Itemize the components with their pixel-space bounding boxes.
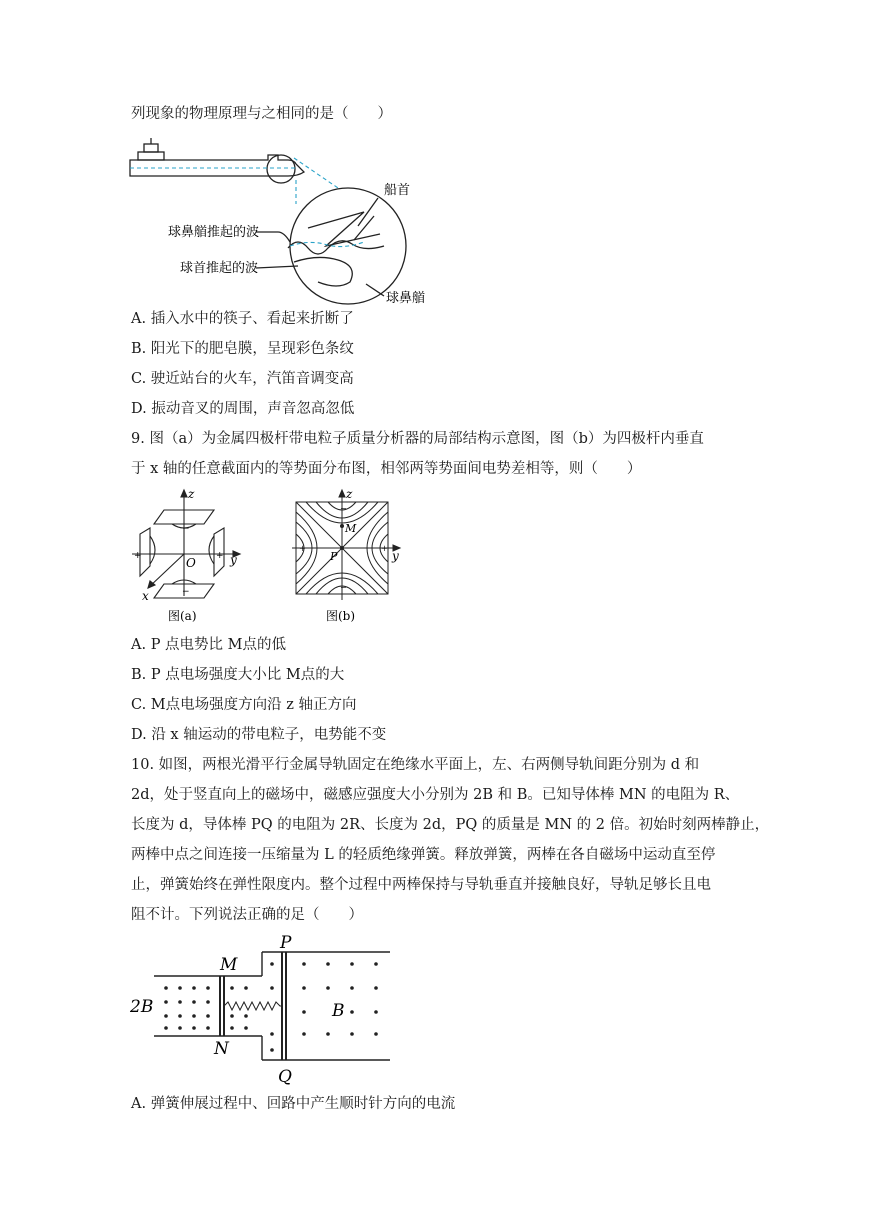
axis-z-b: z bbox=[346, 488, 353, 501]
q9-option-a: A. P 点电势比 M点的低 bbox=[131, 637, 287, 653]
field-dot-left bbox=[164, 986, 168, 990]
q9-figure-b bbox=[288, 488, 406, 628]
q10-rail-figure bbox=[128, 930, 398, 1090]
caption-a: 图(a) bbox=[168, 609, 197, 623]
label-bulb-wave: 球鼻艏推起的波 bbox=[168, 225, 260, 240]
svg-text:−: − bbox=[340, 583, 347, 592]
q9-stem-line2: 于 x 轴的任意截面内的等势面分布图，相邻两等势面间电势差相等，则（ ） bbox=[131, 461, 642, 477]
field-dot-left bbox=[192, 1026, 196, 1030]
field-dot-right bbox=[302, 1010, 306, 1014]
field-dot-right bbox=[374, 962, 378, 966]
field-dot-right bbox=[374, 1032, 378, 1036]
q10-stem-line4: 两棒中点之间连接一压缩量为 L 的轻质绝缘弹簧。释放弹簧，两棒在各自磁场中运动直至停 bbox=[131, 847, 716, 863]
field-dot-left bbox=[244, 1014, 248, 1018]
q9-stem-line1: 9. 图（a）为金属四极杆带电粒子质量分析器的局部结构示意图，图（b）为四极杆内垂直 bbox=[131, 431, 704, 447]
field-dot-left bbox=[178, 986, 182, 990]
q8-option-b: B. 阳光下的肥皂膜，呈现彩色条纹 bbox=[131, 341, 354, 357]
svg-text:−: − bbox=[340, 504, 347, 513]
caption-b: 图(b) bbox=[326, 609, 356, 623]
field-dot-right bbox=[350, 1032, 354, 1036]
svg-text:−: − bbox=[182, 524, 190, 534]
field-dot-left bbox=[244, 1026, 248, 1030]
axis-z-a: z bbox=[188, 488, 195, 501]
field-dot-right bbox=[374, 986, 378, 990]
field-dot-left bbox=[164, 1026, 168, 1030]
field-dot-right bbox=[270, 1048, 274, 1052]
field-dot-left bbox=[164, 1014, 168, 1018]
field-dot-left bbox=[244, 986, 248, 990]
field-dot-left bbox=[192, 986, 196, 990]
label-p: P bbox=[280, 933, 292, 953]
svg-text:+: + bbox=[299, 544, 306, 553]
svg-text:+: + bbox=[381, 544, 388, 553]
q8-stem-tail: 列现象的物理原理与之相同的是（ ） bbox=[131, 106, 392, 122]
svg-text:+: + bbox=[134, 551, 142, 561]
field-dot-right bbox=[350, 986, 354, 990]
svg-text:+: + bbox=[216, 551, 224, 561]
field-dot-left bbox=[206, 1000, 210, 1004]
q10-stem-line6: 阻不计。下列说法正确的足（ ） bbox=[131, 907, 363, 923]
field-dot-left bbox=[178, 1000, 182, 1004]
q8-option-d: D. 振动音叉的周围，声音忽高忽低 bbox=[131, 401, 355, 417]
axis-x-a: x bbox=[142, 589, 149, 603]
field-dot-right bbox=[374, 1010, 378, 1014]
axis-y-a: y bbox=[230, 553, 237, 567]
q9-option-b: B. P 点电场强度大小比 M点的大 bbox=[131, 667, 345, 683]
svg-text:−: − bbox=[182, 587, 190, 597]
field-dot-right bbox=[270, 1032, 274, 1036]
field-dot-left bbox=[230, 1014, 234, 1018]
field-dot-left bbox=[206, 1026, 210, 1030]
field-dot-left bbox=[178, 1014, 182, 1018]
label-b: B bbox=[332, 1001, 345, 1021]
q8-option-a: A. 插入水中的筷子、看起来折断了 bbox=[131, 311, 354, 327]
label-n: N bbox=[214, 1039, 229, 1059]
field-dot-right bbox=[270, 962, 274, 966]
field-dot-right bbox=[270, 986, 274, 990]
label-q: Q bbox=[278, 1067, 292, 1087]
q9-option-d: D. 沿 x 轴运动的带电粒子，电势能不变 bbox=[131, 727, 387, 743]
q10-stem-line5: 止，弹簧始终在弹性限度内。整个过程中两棒保持与导轨垂直并接触良好，导轨足够长且电 bbox=[131, 877, 711, 893]
point-m: M bbox=[345, 522, 357, 535]
point-p: P bbox=[330, 550, 338, 563]
field-dot-right bbox=[350, 962, 354, 966]
q9-option-c: C. M点电场强度方向沿 z 轴正方向 bbox=[131, 697, 357, 713]
axis-y-b: y bbox=[392, 549, 399, 563]
q10-stem-line3: 长度为 d，导体棒 PQ 的电阻为 2R、长度为 2d，PQ 的质量是 MN 的 2 倍。初始时刻两棒静止， bbox=[131, 817, 770, 833]
field-dot-right bbox=[350, 1010, 354, 1014]
field-dot-left bbox=[164, 1000, 168, 1004]
label-bow-wave: 球首推起的波 bbox=[180, 261, 259, 276]
field-dot-left bbox=[192, 1014, 196, 1018]
label-bow: 船首 bbox=[384, 183, 411, 198]
q10-stem-line1: 10. 如图，两根光滑平行金属导轨固定在绝缘水平面上，左、右两侧导轨间距分别为 d 和 bbox=[131, 757, 700, 773]
q10-option-a: A. 弹簧伸展过程中、回路中产生顺时针方向的电流 bbox=[131, 1096, 456, 1112]
label-m: M bbox=[220, 955, 238, 975]
field-dot-right bbox=[326, 1032, 330, 1036]
field-dot-right bbox=[302, 962, 306, 966]
q8-option-c: C. 驶近站台的火车，汽笛音调变高 bbox=[131, 371, 354, 387]
q8-ship-figure bbox=[128, 136, 428, 306]
field-dot-left bbox=[230, 1026, 234, 1030]
field-dot-left bbox=[230, 986, 234, 990]
field-dot-right bbox=[326, 986, 330, 990]
origin-o: O bbox=[186, 556, 196, 570]
field-dot-right bbox=[326, 962, 330, 966]
field-dot-right bbox=[302, 1032, 306, 1036]
label-bulb: 球鼻艏 bbox=[386, 291, 426, 306]
q9-figure-a bbox=[128, 488, 246, 628]
field-dot-left bbox=[192, 1000, 196, 1004]
field-dot-left bbox=[206, 986, 210, 990]
field-dot-right bbox=[302, 986, 306, 990]
q10-stem-line2: 2d，处于竖直向上的磁场中，磁感应强度大小分别为 2B 和 B。已知导体棒 MN 的电阻为 R、 bbox=[131, 787, 740, 803]
label-2b: 2B bbox=[130, 997, 154, 1017]
field-dot-left bbox=[178, 1026, 182, 1030]
field-dot-left bbox=[206, 1014, 210, 1018]
